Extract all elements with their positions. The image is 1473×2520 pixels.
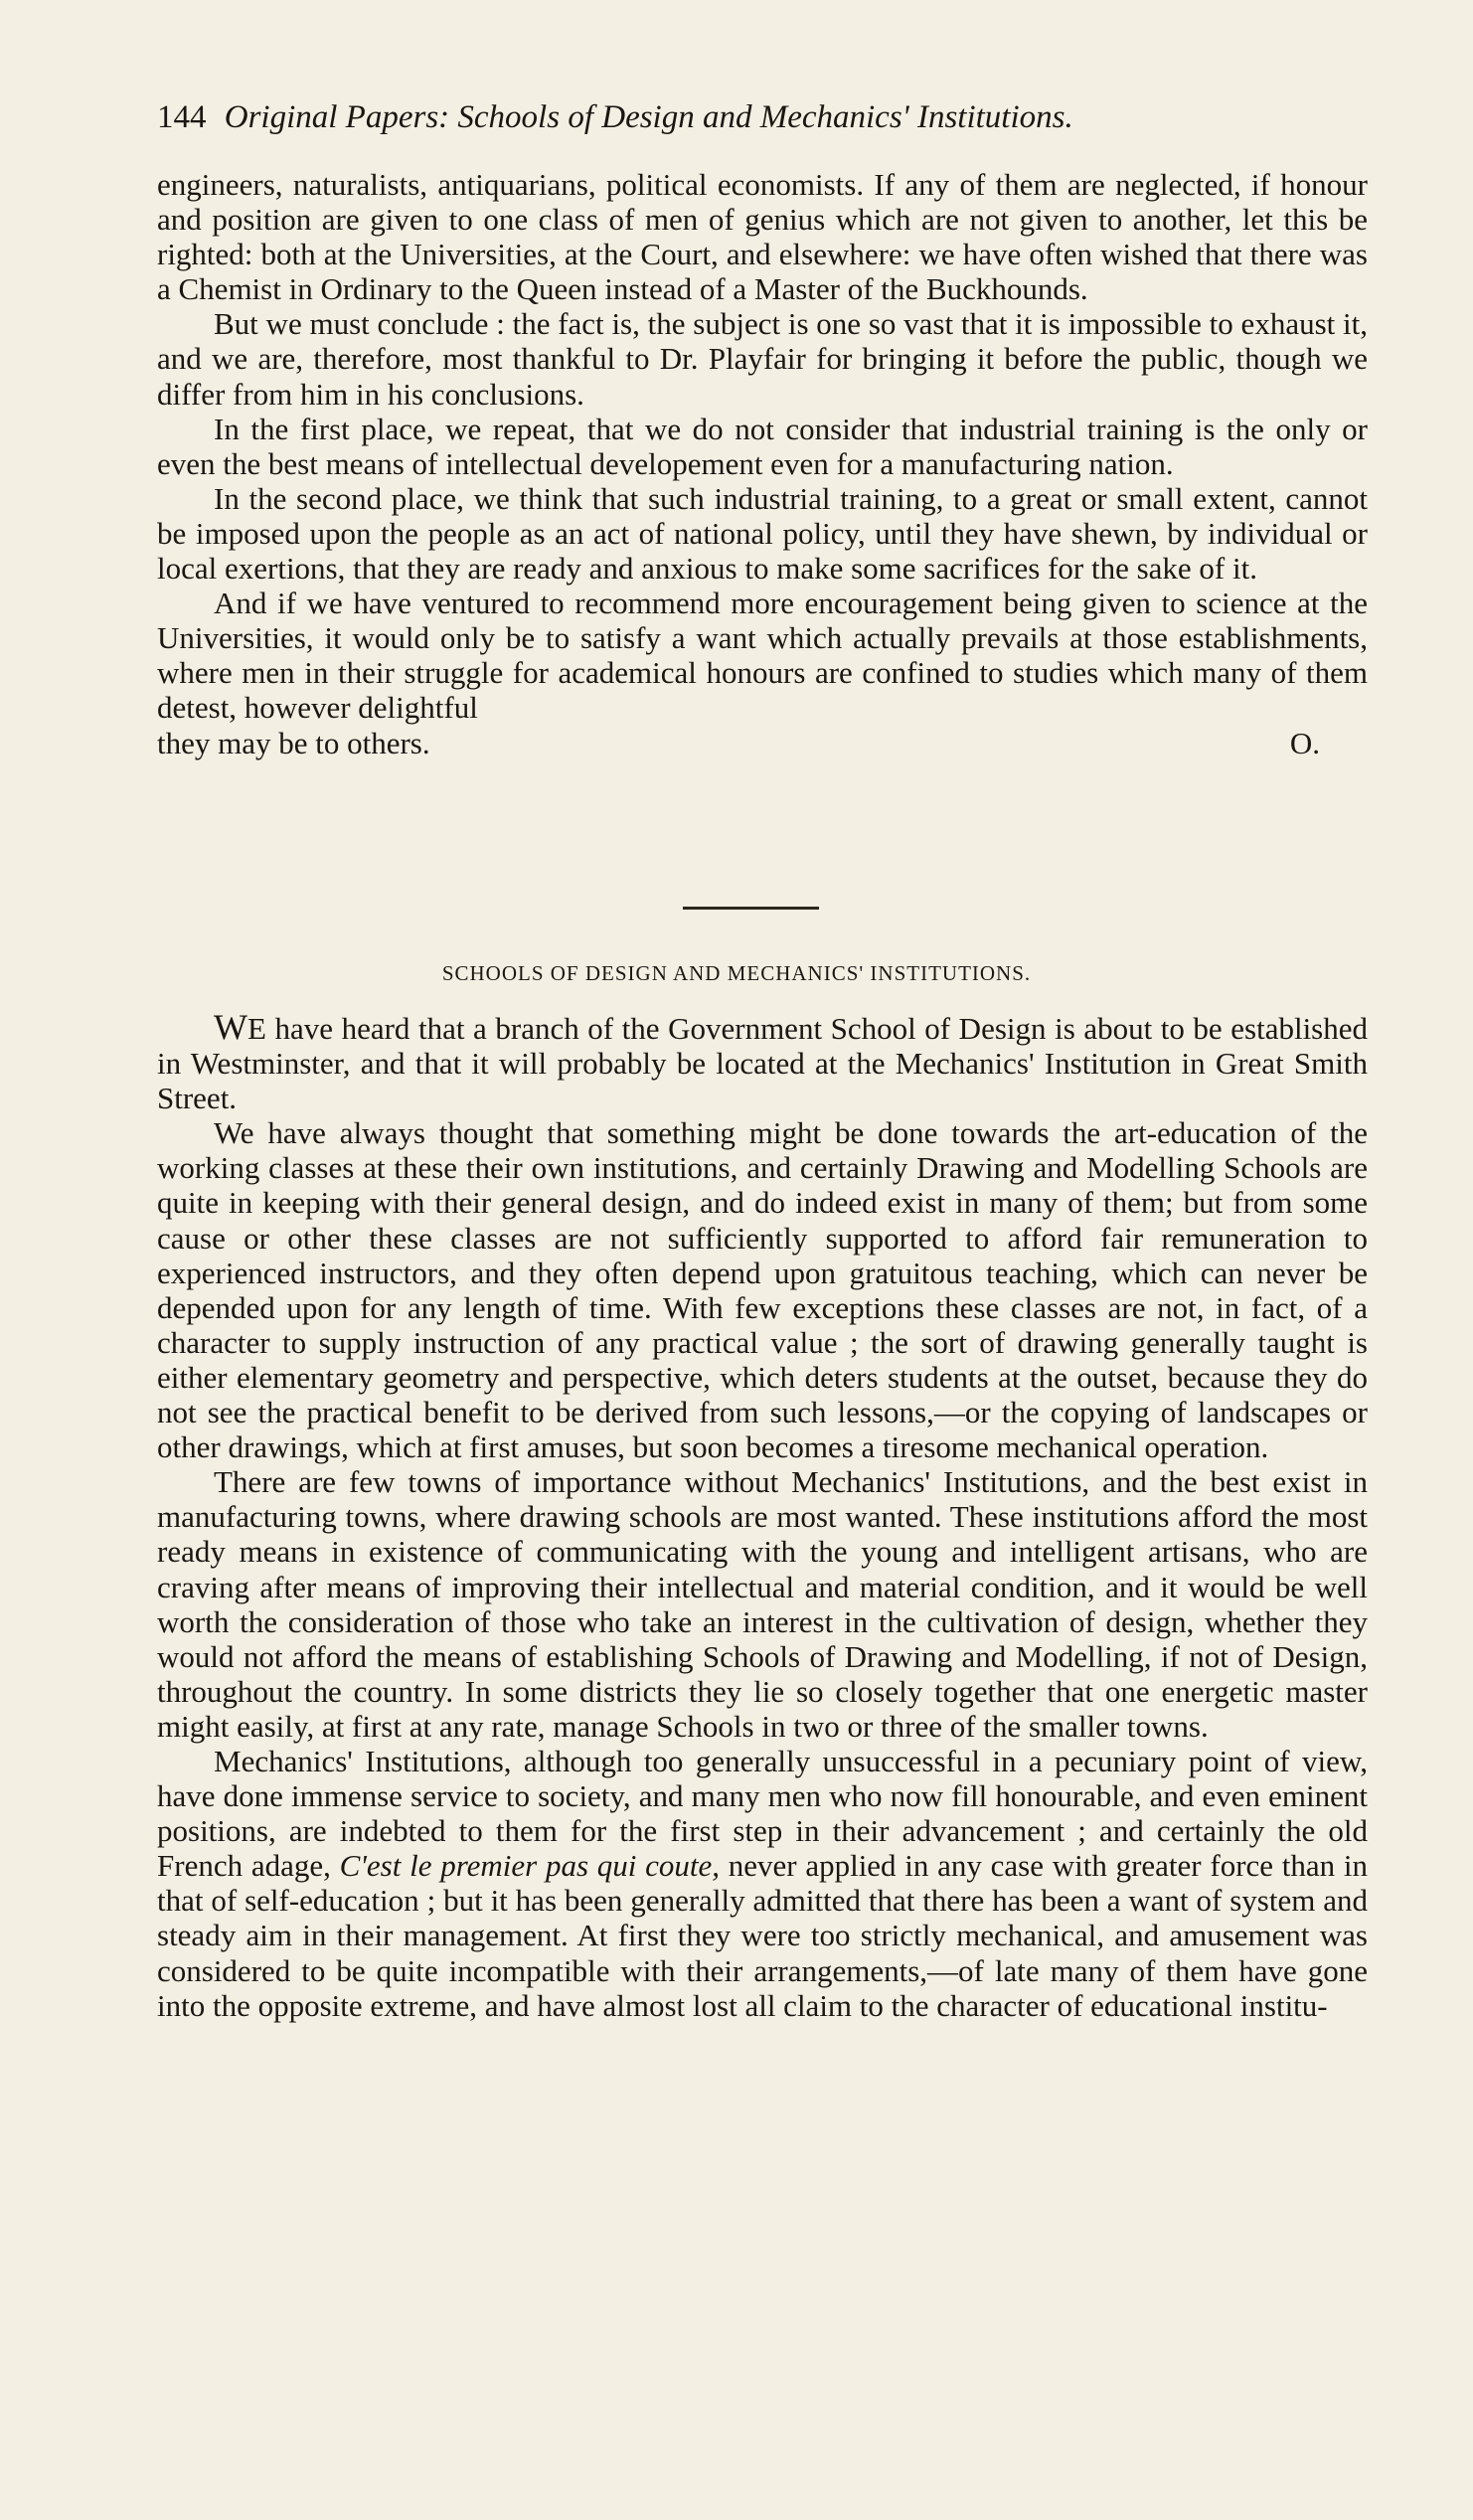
drop-letter: W <box>214 1007 247 1047</box>
paragraph: In the second place, we think that such industrial training, to a great or small extent, cannot be imposed upon the people as an act of national policy, until they have shewn, by individual or local exertions, that they are ready and anxious to make some sacrifices for the sake of it. <box>157 480 1368 587</box>
article-body <box>157 1007 1369 2023</box>
paragraph: In the first place, we repeat, that we do not consider that industrial training is the only or even the best means of intellectual developement even for a manufacturing nation. <box>157 411 1368 481</box>
section-title: SCHOOLS OF DESIGN AND MECHANICS' INSTITUTIONS. <box>441 961 1032 985</box>
paragraph-text: have heard that a branch of the Government School of Design is about to be established in Westminster, and that it will probably be located at the Mechanics' Institution in Great Smith Street. <box>157 1011 1369 1116</box>
page-number: 144 <box>157 99 207 135</box>
paragraph: But we must conclude : the fact is, the subject is one so vast that it is impossible to exhaust it, and we are, therefore, most thankful to Dr. Playfair for bringing it before the public, though we differ from him in his conclusions. <box>157 306 1368 412</box>
author-signature: O. <box>1289 725 1320 760</box>
closing-line <box>157 726 1368 760</box>
paragraph: We have always thought that something might be done towards the art-education of the working classes at these their own institutions, and certainly Drawing and Modelling Schools are quite in keeping with their general design, and do indeed exist in many of them; but from some cause or other these classes are not sufficiently supported to afford fair remuneration to experienced instructors, and they often depend upon gratuitous teaching, which can never be depended upon for any length of time. With few exceptions these classes are not, in fact, of a character to supply instruction of any practical value ; the sort of drawing generally taught is either elementary geometry and perspective, which deters students at the outset, because they do not see the practical benefit to be derived from such lessons,—or the copying of landscapes or other drawings, which at first amuses, but soon becomes a tiresome mechanical operation. <box>157 1115 1368 1465</box>
small-caps-letters: E <box>246 1011 266 1046</box>
paragraph: And if we have ventured to recommend more encouragement being given to science at the Universities, it would only be to satisfy a want which actually prevails at those establishments, where men in their struggle for academical honours are confined to studies which many of them detest, however delightful <box>157 586 1368 726</box>
running-head <box>157 95 1073 139</box>
paragraph <box>157 1007 1369 1116</box>
article-continuation <box>157 167 1368 760</box>
paragraph-text: never applied in any case with greater force than in that of self-education ; but it has been generally admitted that there has been a want of system and steady aim in their management. At first they were too strictly mechanical, and amusement was considered to be quite incompatible with their arrangements,—of late many of them have gone into the opposite extreme, and have almost lost all claim to the character of educational institu- <box>157 1848 1369 2023</box>
paragraph <box>157 1744 1368 2023</box>
section-divider <box>683 907 819 910</box>
paragraph-text: Mechanics' Institutions, although too generally unsuccessful in a pecuniary point of view, have done immense service to society, and many men who now fill honourable, and even eminent positions, are indebted to them for the first step in their advancement ; and certainly the old French adage, <box>157 1743 1368 1884</box>
french-adage: C'est le premier pas qui coute, <box>339 1848 720 1884</box>
paragraph: engineers, naturalists, antiquarians, political economists. If any of them are neglected, if honour and position are given to one class of men of genius which are not given to another, let this be righted: both at the Universities, at the Court, and elsewhere: we have often wished that there was a Chemist in Ordinary to the Queen instead of a Master of the Buckhounds. <box>157 167 1368 307</box>
paragraph-end: they may be to others. <box>157 725 430 760</box>
running-title: Original Papers: Schools of Design and Mechanics' Institutions. <box>224 99 1073 135</box>
paragraph: There are few towns of importance without Mechanics' Institutions, and the best exist in manufacturing towns, where drawing schools are most wanted. These institutions afford the most ready means in existence of communicating with the young and intelligent artisans, who are craving after means of improving their intellectual and material condition, and it would be well worth the consideration of those who take an interest in the cultivation of design, whether they would not afford the means of establishing Schools of Drawing and Modelling, if not of Design, throughout the country. In some districts they lie so closely together that one energetic master might easily, at first at any rate, manage Schools in two or three of the smaller towns. <box>157 1464 1368 1744</box>
